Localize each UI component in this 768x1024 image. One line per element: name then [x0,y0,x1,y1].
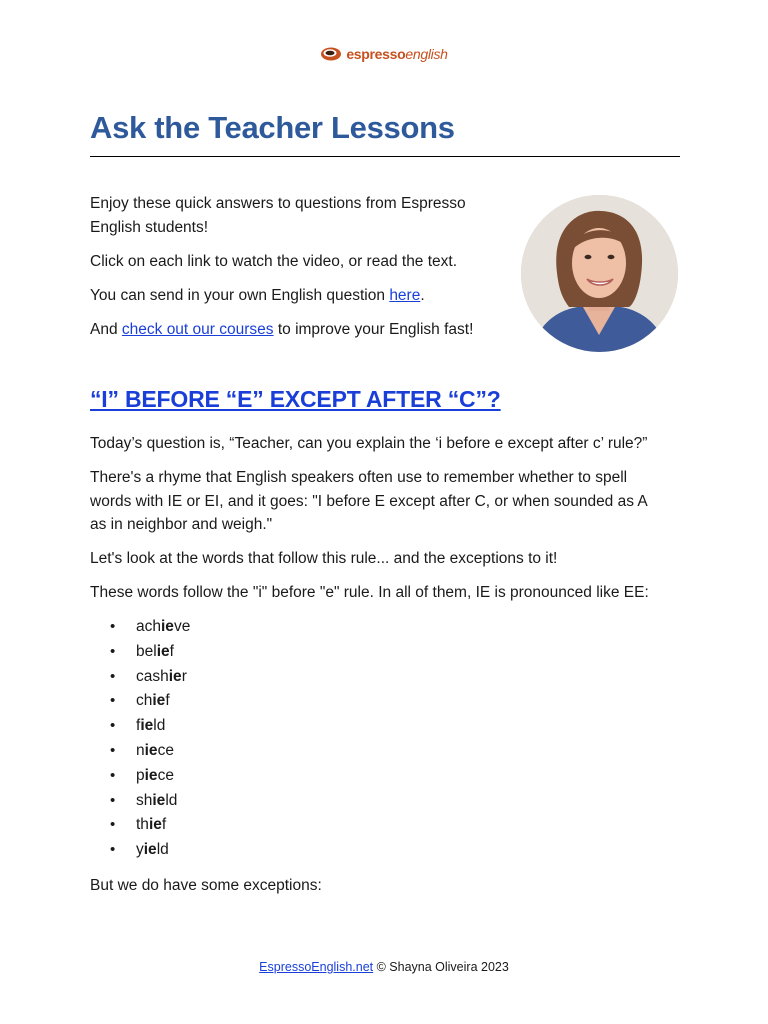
logo-text-english: english [405,46,448,62]
intro-paragraph-3: You can send in your own English question here. [90,287,425,304]
list-item: • cashier [90,665,190,690]
section-heading-link[interactable]: “I” BEFORE “E” EXCEPT AFTER “C”? [90,386,501,412]
list-item: • achieve [90,615,190,640]
list-item: • field [90,714,190,739]
logo-text-espresso: espresso [346,46,406,62]
exceptions-paragraph: But we do have some exceptions: [90,877,322,894]
list-item: • thief [90,813,190,838]
coffee-cup-icon [320,46,342,62]
word-list [90,615,190,863]
list-item: • chief [90,689,190,714]
page-footer [0,960,768,974]
intro-paragraph-4: And check out our courses to improve your English fast! [90,321,474,338]
list-item: • piece [90,764,190,789]
list-item: • niece [90,739,190,764]
question-paragraph: Today’s question is, “Teacher, can you explain the ‘i before e except after c’ rule?” [90,435,648,452]
follow-paragraph: These words follow the "i" before "e" rule. In all of them, IE is pronounced like EE: [90,584,649,601]
list-item: • shield [90,789,190,814]
courses-link[interactable]: check out our courses [121,321,274,338]
footer-copyright: © Shayna Oliveira 2023 [373,960,509,974]
footer-site-link[interactable]: EspressoEnglish.net [259,960,374,974]
site-logo [0,46,768,62]
intro-text-1b: English students! [90,218,209,236]
intro-paragraph-2: Click on each link to watch the video, or read the text. [90,253,458,270]
list-item: • yield [90,838,190,863]
intro-paragraph-1 [90,192,500,239]
section-heading [90,386,501,413]
teacher-photo [521,195,678,352]
send-question-link[interactable]: here [389,287,421,304]
title-divider [90,156,680,157]
intro-text-1a: Enjoy these quick answers to questions from Espresso [90,195,466,212]
rhyme-paragraph: There's a rhyme that English speakers often use to remember whether to spell words with IE or EI, and it goes: "I before E except after C, or when sounded as A as in neighbor and weigh." [90,469,648,533]
page-title: Ask the Teacher Lessons [90,110,455,145]
list-item: • belief [90,640,190,665]
look-paragraph: Let's look at the words that follow this rule... and the exceptions to it! [90,550,558,567]
